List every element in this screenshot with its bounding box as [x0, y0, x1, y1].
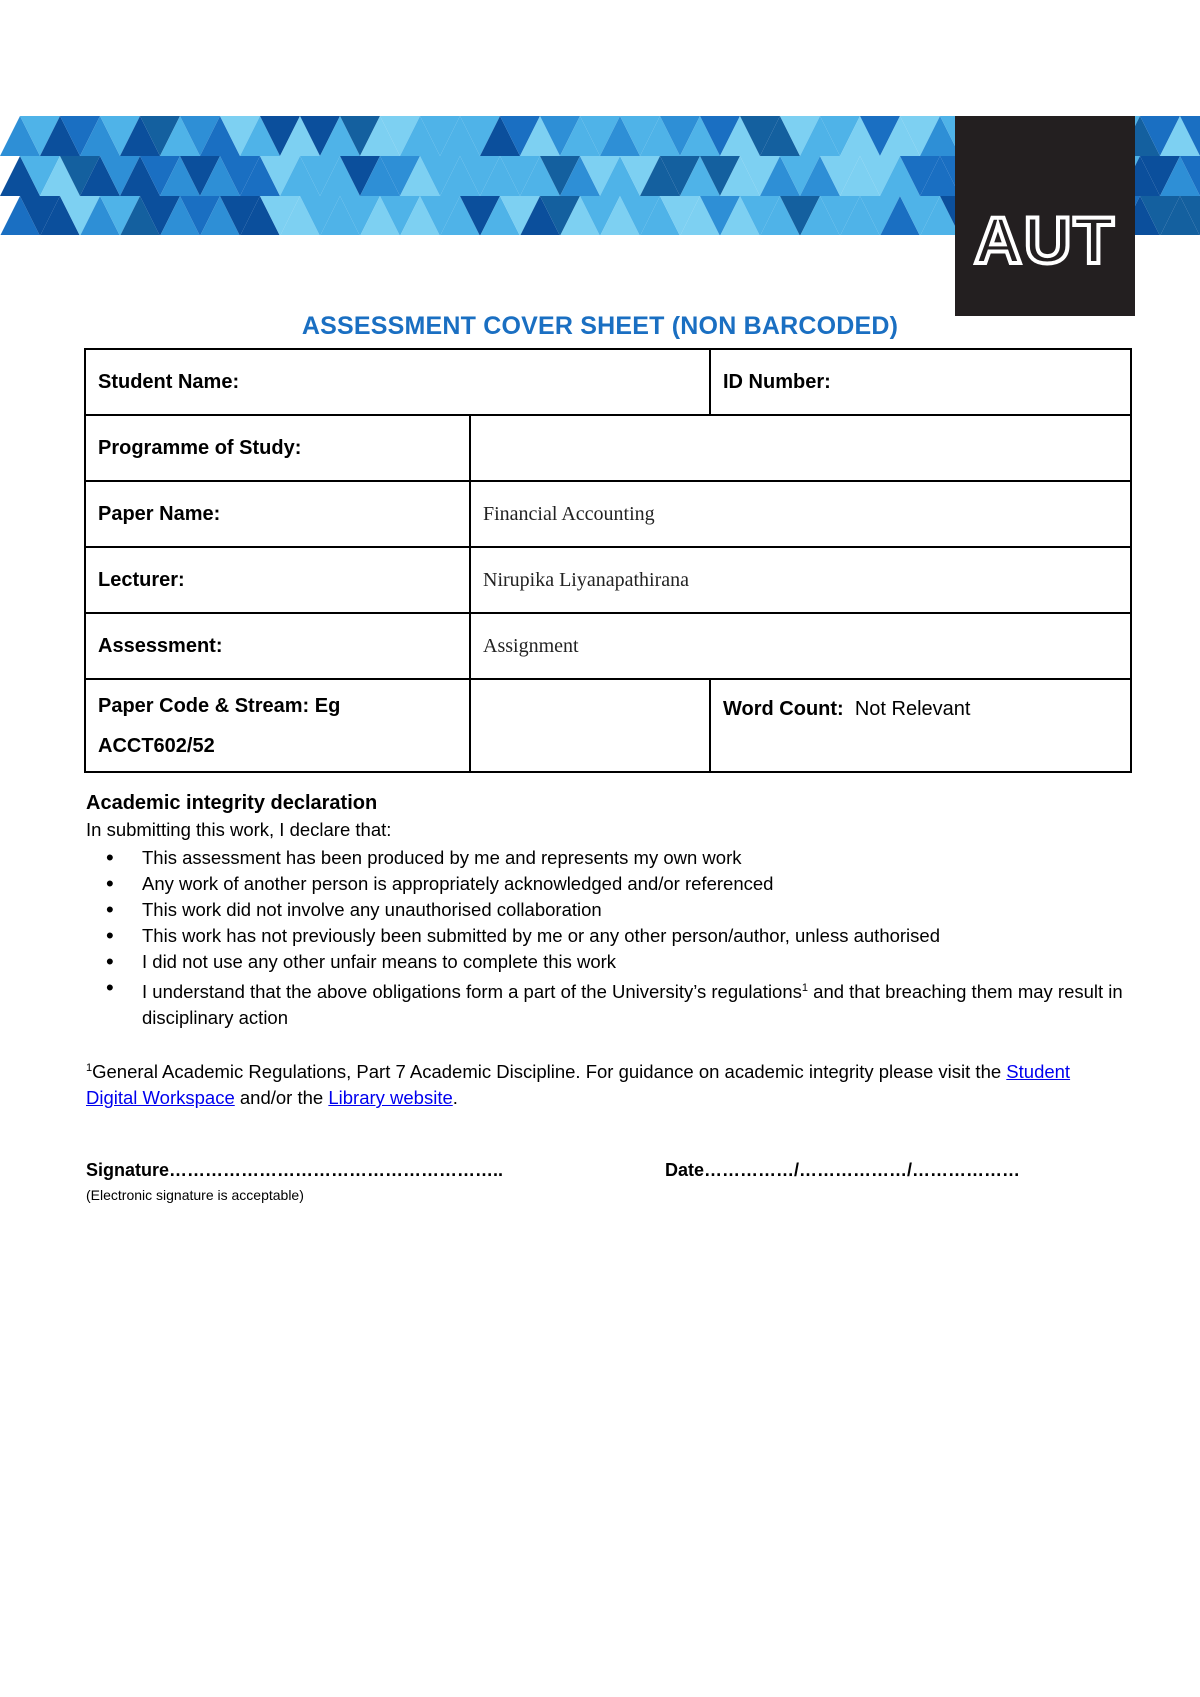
lecturer-label: Lecturer: [85, 547, 470, 613]
paper-name-label: Paper Name: [85, 481, 470, 547]
id-number-field[interactable] [710, 349, 1131, 415]
list-item [142, 975, 1126, 1031]
footnote-end: . [452, 1087, 458, 1109]
programme-value[interactable] [470, 415, 1131, 481]
list-item: • I did not use any other unfair means to complete this work [142, 949, 1126, 975]
row-lecturer [85, 547, 1131, 613]
date-line[interactable]: Date……………/………………/……………… [665, 1160, 1021, 1180]
footnote-text: General Academic Regulations, Part 7 Academic Discipline. For guidance on academic integrity please visit the [92, 1061, 1007, 1083]
regulations-text-end: and that breaching them may result in disciplinary action [142, 981, 1123, 1029]
list-item: • This work has not previously been submitted by me or any other person/author, unless authorised [142, 923, 1126, 949]
paper-code-label-line1: Paper Code & Stream: Eg [98, 694, 341, 717]
id-number-label: ID Number: [723, 370, 831, 393]
row-paper-name [85, 481, 1131, 547]
signature-note: (Electronic signature is acceptable) [86, 1187, 304, 1203]
student-name-label: Student Name: [98, 370, 240, 393]
lecturer-value[interactable]: Nirupika Liyanapathirana [470, 547, 1131, 613]
footnote-marker: 1 [86, 1062, 93, 1074]
page-title: ASSESSMENT COVER SHEET (NON BARCODED) [301, 312, 899, 340]
list-item: • This work did not involve any unauthorised collaboration [142, 897, 1126, 923]
signature-line[interactable]: Signature……………………………………………….. [86, 1160, 504, 1180]
student-digital-workspace-link[interactable]: Student Digital Workspace [86, 1061, 1071, 1109]
paper-code-label-line2: ACCT602/52 [98, 734, 215, 757]
footnote [86, 1055, 1126, 1111]
logo-text: AUT [974, 203, 1116, 277]
word-count-label: Word Count: [723, 698, 844, 720]
word-count-value: Not Relevant [854, 698, 971, 720]
aut-logo [955, 116, 1135, 316]
declaration-intro: In submitting this work, I declare that: [86, 819, 392, 840]
footnote-between: and/or the [234, 1087, 329, 1109]
word-count-field[interactable] [710, 679, 1131, 772]
paper-code-value[interactable] [470, 679, 710, 772]
declaration-list [86, 845, 1126, 1031]
row-student [85, 349, 1131, 415]
row-assessment [85, 613, 1131, 679]
cover-form-table [84, 348, 1132, 773]
row-programme [85, 415, 1131, 481]
assessment-value[interactable]: Assignment [470, 613, 1131, 679]
library-website-link[interactable]: Library website [328, 1087, 453, 1109]
paper-name-value[interactable]: Financial Accounting [470, 481, 1131, 547]
row-paper-code [85, 679, 1131, 772]
footnote-ref: 1 [801, 982, 809, 994]
regulations-text: I understand that the above obligations form a part of the University’s regulations [142, 981, 802, 1003]
paper-code-label [85, 679, 470, 772]
list-item: • This assessment has been produced by me and represents my own work [142, 845, 1126, 871]
integrity-declaration [86, 792, 1126, 1031]
programme-label: Programme of Study: [85, 415, 470, 481]
declaration-heading: Academic integrity declaration [86, 792, 378, 814]
list-item: • Any work of another person is appropriately acknowledged and/or referenced [142, 871, 1126, 897]
student-name-field[interactable] [85, 349, 710, 415]
assessment-label: Assessment: [85, 613, 470, 679]
